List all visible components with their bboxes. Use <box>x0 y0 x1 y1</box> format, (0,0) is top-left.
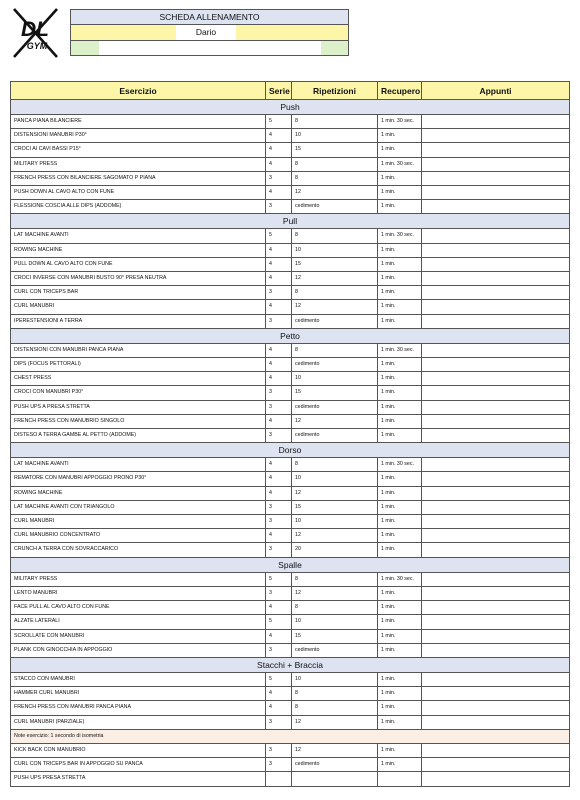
exercise-sets: 3 <box>266 200 292 214</box>
exercise-notes-cell <box>422 515 570 529</box>
exercise-row <box>11 643 570 657</box>
exercise-rest: 1 min. 30 sec. <box>378 157 422 171</box>
exercise-notes-cell <box>422 687 570 701</box>
exercise-notes-cell <box>422 486 570 500</box>
exercise-row <box>11 414 570 428</box>
exercise-sets: 3 <box>266 758 292 772</box>
exercise-reps: 10 <box>292 243 378 257</box>
section-header-row <box>11 557 570 572</box>
exercise-name: CHEST PRESS <box>11 372 266 386</box>
exercise-notes-cell <box>422 414 570 428</box>
exercise-name: CROCI CON MANUBRI P30° <box>11 386 266 400</box>
exercise-reps: 20 <box>292 543 378 557</box>
exercise-note-row <box>11 729 570 743</box>
exercise-reps: 8 <box>292 115 378 129</box>
athlete-name: Dario <box>176 25 236 40</box>
exercise-rest: 1 min. 30 sec. <box>378 343 422 357</box>
exercise-reps: cedimento <box>292 200 378 214</box>
exercise-name: PULL DOWN AL CAVO ALTO CON FUNE <box>11 257 266 271</box>
exercise-name: DISTENSIONI MANUBRI P30° <box>11 129 266 143</box>
table-header-row <box>11 82 570 100</box>
exercise-notes-cell <box>422 229 570 243</box>
exercise-row <box>11 629 570 643</box>
exercise-rest: 1 min. <box>378 272 422 286</box>
exercise-rest: 1 min. <box>378 586 422 600</box>
exercise-reps: 10 <box>292 472 378 486</box>
exercise-name: CURL MANUBRI <box>11 300 266 314</box>
exercise-sets: 3 <box>266 743 292 757</box>
table-body <box>11 100 570 787</box>
exercise-rest: 1 min. <box>378 672 422 686</box>
section-title: Petto <box>11 328 570 343</box>
exercise-name: FACE PULL AL CAVO ALTO CON FUNE <box>11 601 266 615</box>
exercise-sets: 4 <box>266 272 292 286</box>
exercise-notes-cell <box>422 358 570 372</box>
exercise-notes-cell <box>422 157 570 171</box>
exercise-sets: 3 <box>266 543 292 557</box>
exercise-notes-cell <box>422 372 570 386</box>
exercise-notes-cell <box>422 286 570 300</box>
exercise-rest: 1 min. <box>378 643 422 657</box>
exercise-row <box>11 257 570 271</box>
exercise-rest: 1 min. <box>378 543 422 557</box>
exercise-reps: cedimento <box>292 358 378 372</box>
exercise-row <box>11 500 570 514</box>
exercise-reps: 8 <box>292 572 378 586</box>
exercise-reps: 10 <box>292 129 378 143</box>
section-header-row <box>11 328 570 343</box>
exercise-row <box>11 372 570 386</box>
exercise-rest: 1 min. <box>378 186 422 200</box>
exercise-rest: 1 min. <box>378 486 422 500</box>
exercise-row <box>11 115 570 129</box>
exercise-sets: 3 <box>266 515 292 529</box>
col-header-ripetizioni: Ripetizioni <box>292 82 378 100</box>
exercise-reps: 8 <box>292 701 378 715</box>
exercise-rest: 1 min. 30 sec. <box>378 115 422 129</box>
exercise-rest: 1 min. <box>378 300 422 314</box>
exercise-reps: 8 <box>292 458 378 472</box>
exercise-reps: 8 <box>292 171 378 185</box>
exercise-reps: 8 <box>292 229 378 243</box>
exercise-row <box>11 601 570 615</box>
exercise-reps: 12 <box>292 486 378 500</box>
exercise-rest: 1 min. <box>378 200 422 214</box>
exercise-row <box>11 129 570 143</box>
section-title: Dorso <box>11 443 570 458</box>
exercise-sets: 3 <box>266 643 292 657</box>
exercise-rest: 1 min. <box>378 358 422 372</box>
exercise-reps: 15 <box>292 143 378 157</box>
exercise-notes-cell <box>422 715 570 729</box>
exercise-row <box>11 300 570 314</box>
exercise-reps: 12 <box>292 414 378 428</box>
exercise-sets: 3 <box>266 429 292 443</box>
exercise-row <box>11 143 570 157</box>
svg-text:DL: DL <box>21 18 49 41</box>
exercise-notes-cell <box>422 572 570 586</box>
exercise-sets: 3 <box>266 500 292 514</box>
exercise-reps: cedimento <box>292 758 378 772</box>
exercise-name: ALZATE LATERALI <box>11 615 266 629</box>
exercise-sets: 4 <box>266 343 292 357</box>
exercise-sets: 3 <box>266 286 292 300</box>
exercise-name: LAT MACHINE AVANTI <box>11 458 266 472</box>
exercise-rest: 1 min. <box>378 687 422 701</box>
exercise-name: HAMMER CURL MANUBRI <box>11 687 266 701</box>
exercise-notes-cell <box>422 129 570 143</box>
exercise-row <box>11 386 570 400</box>
exercise-reps: 15 <box>292 257 378 271</box>
exercise-name: CURL CON TRICEPS BAR <box>11 286 266 300</box>
col-header-serie: Serie <box>266 82 292 100</box>
exercise-name: PUSH UPS A PRESA STRETTA <box>11 400 266 414</box>
exercise-sets: 4 <box>266 186 292 200</box>
section-header-row <box>11 657 570 672</box>
exercise-sets: 5 <box>266 115 292 129</box>
exercise-name: DISTESO A TERRA GAMBE AL PETTO (ADDOME) <box>11 429 266 443</box>
exercise-notes-cell <box>422 615 570 629</box>
exercise-row <box>11 286 570 300</box>
exercise-name: LENTO MANUBRI <box>11 586 266 600</box>
section-header-row <box>11 100 570 115</box>
exercise-notes-cell <box>422 272 570 286</box>
exercise-sets <box>266 772 292 786</box>
exercise-sets: 4 <box>266 629 292 643</box>
exercise-sets: 5 <box>266 572 292 586</box>
exercise-row <box>11 343 570 357</box>
exercise-notes-cell <box>422 629 570 643</box>
exercise-rest: 1 min. <box>378 171 422 185</box>
exercise-rest: 1 min. <box>378 715 422 729</box>
exercise-name: CROCI INVERSE CON MANUBRI BUSTO 90° PRESA NEUTRA <box>11 272 266 286</box>
section-title: Stacchi + Braccia <box>11 657 570 672</box>
sheet-title: SCHEDA ALLENAMENTO <box>71 10 348 25</box>
gym-logo <box>8 6 62 60</box>
exercise-row <box>11 157 570 171</box>
exercise-row <box>11 171 570 185</box>
exercise-reps: 10 <box>292 372 378 386</box>
exercise-row <box>11 272 570 286</box>
exercise-row <box>11 615 570 629</box>
exercise-row <box>11 229 570 243</box>
section-header-row <box>11 214 570 229</box>
exercise-notes-cell <box>422 672 570 686</box>
exercise-sets: 4 <box>266 414 292 428</box>
section-header-row <box>11 443 570 458</box>
exercise-notes-cell <box>422 429 570 443</box>
exercise-name: IPERESTENSIONI A TERRA <box>11 314 266 328</box>
col-header-appunti: Appunti <box>422 82 570 100</box>
exercise-reps: 10 <box>292 515 378 529</box>
col-header-esercizio: Esercizio <box>11 82 266 100</box>
exercise-sets: 3 <box>266 314 292 328</box>
exercise-rest: 1 min. <box>378 143 422 157</box>
exercise-notes-cell <box>422 386 570 400</box>
exercise-reps: 8 <box>292 343 378 357</box>
exercise-reps: 10 <box>292 615 378 629</box>
exercise-name: LAT MACHINE AVANTI <box>11 229 266 243</box>
exercise-notes-cell <box>422 701 570 715</box>
exercise-reps: 12 <box>292 300 378 314</box>
exercise-rest: 1 min. <box>378 743 422 757</box>
exercise-name: SCROLLATE CON MANUBRI <box>11 629 266 643</box>
exercise-rest: 1 min. <box>378 129 422 143</box>
exercise-reps: 15 <box>292 500 378 514</box>
exercise-rest: 1 min. 30 sec. <box>378 572 422 586</box>
exercise-notes-cell <box>422 115 570 129</box>
exercise-rest: 1 min. <box>378 400 422 414</box>
exercise-row <box>11 486 570 500</box>
exercise-row <box>11 429 570 443</box>
exercise-notes-cell <box>422 772 570 786</box>
exercise-rest: 1 min. <box>378 472 422 486</box>
exercise-rest: 1 min. <box>378 629 422 643</box>
exercise-rest: 1 min. 30 sec. <box>378 229 422 243</box>
exercise-name: KICK BACK CON MANUBRIO <box>11 743 266 757</box>
exercise-name: FRENCH PRESS CON MANUBRI PANCA PIANA <box>11 701 266 715</box>
exercise-name: ROWING MACHINE <box>11 243 266 257</box>
athlete-name-row <box>71 25 348 41</box>
exercise-row <box>11 358 570 372</box>
exercise-reps: 8 <box>292 601 378 615</box>
exercise-notes-cell <box>422 343 570 357</box>
exercise-sets: 3 <box>266 400 292 414</box>
workout-table <box>10 81 570 787</box>
exercise-name: PLANK CON GINOCCHIA IN APPOGGIO <box>11 643 266 657</box>
exercise-row <box>11 772 570 786</box>
header-empty-row <box>71 41 348 55</box>
exercise-sets: 4 <box>266 687 292 701</box>
exercise-name: FLESSIONE COSCIA ALLE DIPS (ADDOME) <box>11 200 266 214</box>
section-title: Spalle <box>11 557 570 572</box>
exercise-name: CROCI AI CAVI BASSI P15° <box>11 143 266 157</box>
exercise-row <box>11 743 570 757</box>
exercise-name: PUSH UPS PRESA STRETTA <box>11 772 266 786</box>
exercise-name: CURL MANUBRI (PARZIALE) <box>11 715 266 729</box>
exercise-row <box>11 672 570 686</box>
exercise-rest: 1 min. <box>378 601 422 615</box>
exercise-rest: 1 min. <box>378 701 422 715</box>
exercise-rest: 1 min. <box>378 257 422 271</box>
exercise-row <box>11 314 570 328</box>
exercise-sets: 3 <box>266 171 292 185</box>
col-header-recupero: Recupero <box>378 82 422 100</box>
exercise-notes-cell <box>422 400 570 414</box>
exercise-name: MILITARY PRESS <box>11 157 266 171</box>
exercise-notes-cell <box>422 758 570 772</box>
exercise-reps: 12 <box>292 529 378 543</box>
exercise-rest: 1 min. <box>378 286 422 300</box>
exercise-reps: cedimento <box>292 429 378 443</box>
exercise-row <box>11 572 570 586</box>
exercise-row <box>11 458 570 472</box>
exercise-name: CURL MANUBRIO CONCENTRATO <box>11 529 266 543</box>
svg-text:GYM: GYM <box>26 41 48 51</box>
exercise-notes-cell <box>422 743 570 757</box>
exercise-name: LAT MACHINE AVANTI CON TRIANGOLO <box>11 500 266 514</box>
exercise-name: ROWING MACHINE <box>11 486 266 500</box>
exercise-sets: 5 <box>266 229 292 243</box>
exercise-notes-cell <box>422 529 570 543</box>
exercise-reps: cedimento <box>292 643 378 657</box>
exercise-sets: 4 <box>266 157 292 171</box>
exercise-reps: 8 <box>292 687 378 701</box>
exercise-rest <box>378 772 422 786</box>
exercise-rest: 1 min. <box>378 386 422 400</box>
exercise-rest: 1 min. <box>378 372 422 386</box>
exercise-sets: 5 <box>266 672 292 686</box>
exercise-sets: 4 <box>266 143 292 157</box>
exercise-rest: 1 min. <box>378 615 422 629</box>
exercise-notes-cell <box>422 200 570 214</box>
exercise-row <box>11 687 570 701</box>
section-title: Push <box>11 100 570 115</box>
exercise-row <box>11 701 570 715</box>
exercise-rest: 1 min. <box>378 515 422 529</box>
exercise-sets: 4 <box>266 472 292 486</box>
exercise-sets: 4 <box>266 701 292 715</box>
exercise-sets: 4 <box>266 372 292 386</box>
exercise-row <box>11 715 570 729</box>
exercise-rest: 1 min. <box>378 414 422 428</box>
exercise-name: PUSH DOWN AL CAVO ALTO CON FUNE <box>11 186 266 200</box>
exercise-row <box>11 515 570 529</box>
exercise-row <box>11 586 570 600</box>
exercise-sets: 3 <box>266 386 292 400</box>
exercise-sets: 3 <box>266 586 292 600</box>
exercise-sets: 4 <box>266 358 292 372</box>
exercise-sets: 4 <box>266 129 292 143</box>
exercise-reps: 12 <box>292 586 378 600</box>
exercise-sets: 4 <box>266 458 292 472</box>
exercise-name: CRUNCH A TERRA CON SOVRACCARICO <box>11 543 266 557</box>
exercise-notes-cell <box>422 257 570 271</box>
exercise-name: MILITARY PRESS <box>11 572 266 586</box>
exercise-sets: 4 <box>266 601 292 615</box>
exercise-reps <box>292 772 378 786</box>
header-empty-field <box>99 41 321 55</box>
exercise-reps: 12 <box>292 272 378 286</box>
exercise-rest: 1 min. <box>378 529 422 543</box>
exercise-name: REMATORE CON MANUBRI APPOGGIO PRONO P30° <box>11 472 266 486</box>
exercise-notes-cell <box>422 143 570 157</box>
exercise-rest: 1 min. 30 sec. <box>378 458 422 472</box>
exercise-sets: 5 <box>266 615 292 629</box>
exercise-name: PANCA PIANA BILANCIERE <box>11 115 266 129</box>
exercise-row <box>11 543 570 557</box>
exercise-name: FRENCH PRESS CON BILANCIERE SAGOMATO P PIANA <box>11 171 266 185</box>
exercise-name: DISTENSIONI CON MANUBRI PANCA PIANA <box>11 343 266 357</box>
exercise-row <box>11 200 570 214</box>
exercise-reps: 15 <box>292 629 378 643</box>
exercise-row <box>11 243 570 257</box>
exercise-row <box>11 400 570 414</box>
exercise-reps: 8 <box>292 157 378 171</box>
exercise-reps: cedimento <box>292 400 378 414</box>
exercise-name: CURL CON TRICEPS BAR IN APPOGGIO SU PANCA <box>11 758 266 772</box>
exercise-rest: 1 min. <box>378 500 422 514</box>
exercise-rest: 1 min. <box>378 758 422 772</box>
exercise-notes-cell <box>422 186 570 200</box>
exercise-sets: 4 <box>266 486 292 500</box>
exercise-notes-cell <box>422 243 570 257</box>
exercise-notes-cell <box>422 643 570 657</box>
exercise-sets: 4 <box>266 243 292 257</box>
exercise-row <box>11 472 570 486</box>
exercise-sets: 4 <box>266 257 292 271</box>
exercise-notes-cell <box>422 586 570 600</box>
exercise-notes-cell <box>422 458 570 472</box>
exercise-rest: 1 min. <box>378 429 422 443</box>
exercise-sets: 4 <box>266 529 292 543</box>
exercise-name: FRENCH PRESS CON MANUBRIO SINGOLO <box>11 414 266 428</box>
exercise-note: Note esercizio: 1 secondo di isometria <box>11 729 570 743</box>
exercise-row <box>11 186 570 200</box>
exercise-notes-cell <box>422 314 570 328</box>
exercise-sets: 4 <box>266 300 292 314</box>
section-title: Pull <box>11 214 570 229</box>
exercise-rest: 1 min. <box>378 314 422 328</box>
exercise-notes-cell <box>422 171 570 185</box>
exercise-row <box>11 529 570 543</box>
exercise-notes-cell <box>422 601 570 615</box>
exercise-reps: 15 <box>292 386 378 400</box>
exercise-row <box>11 758 570 772</box>
exercise-reps: 10 <box>292 672 378 686</box>
exercise-notes-cell <box>422 300 570 314</box>
exercise-rest: 1 min. <box>378 243 422 257</box>
exercise-reps: 12 <box>292 743 378 757</box>
exercise-notes-cell <box>422 543 570 557</box>
exercise-name: CURL MANUBRI <box>11 515 266 529</box>
exercise-reps: 8 <box>292 286 378 300</box>
exercise-sets: 3 <box>266 715 292 729</box>
exercise-notes-cell <box>422 472 570 486</box>
exercise-reps: 12 <box>292 186 378 200</box>
exercise-reps: cedimento <box>292 314 378 328</box>
exercise-name: DIPS (FOCUS PETTORALI) <box>11 358 266 372</box>
exercise-reps: 12 <box>292 715 378 729</box>
exercise-name: STACCO CON MANUBRI <box>11 672 266 686</box>
header-box <box>70 9 349 56</box>
exercise-notes-cell <box>422 500 570 514</box>
